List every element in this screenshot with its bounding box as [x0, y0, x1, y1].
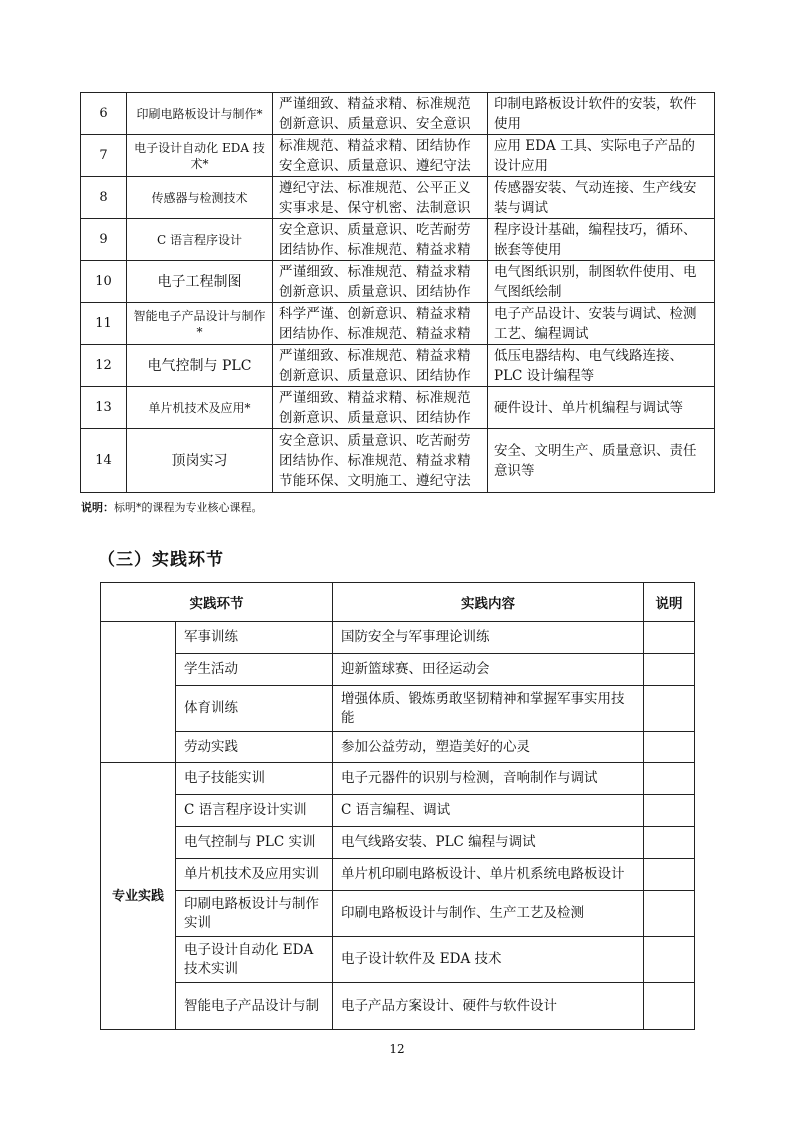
course-no: 12: [81, 345, 127, 387]
course-name: 传感器与检测技术: [127, 177, 273, 219]
course-goal: 标准规范、精益求精、团结协作安全意识、质量意识、遵纪守法: [273, 135, 488, 177]
course-goal: 严谨细致、标准规范、精益求精创新意识、质量意识、团结协作: [273, 345, 488, 387]
course-content: 安全、文明生产、质量意识、责任意识等: [488, 429, 715, 493]
practice-name: C 语言程序设计实训: [176, 795, 333, 827]
course-name: 单片机技术及应用*: [127, 387, 273, 429]
course-content: 电子产品设计、安装与调试、检测工艺、编程调试: [488, 303, 715, 345]
practice-content: C 语言编程、调试: [333, 795, 644, 827]
practice-content: 单片机印刷电路板设计、单片机系统电路板设计: [333, 859, 644, 891]
course-name: 印刷电路板设计与制作*: [127, 93, 273, 135]
course-content: 传感器安装、气动连接、生产线安装与调试: [488, 177, 715, 219]
course-goal: 科学严谨、创新意识、精益求精团结协作、标准规范、精益求精: [273, 303, 488, 345]
practice-content: 增强体质、锻炼勇敢坚韧精神和掌握军事实用技能: [333, 686, 644, 732]
course-content: 电气图纸识别，制图软件使用、电气图纸绘制: [488, 261, 715, 303]
practice-row: [101, 686, 695, 732]
course-row: [81, 261, 715, 303]
course-content: 程序设计基础，编程技巧，循环、嵌套等使用: [488, 219, 715, 261]
practice-content: 电气线路安装、PLC 编程与调试: [333, 827, 644, 859]
practice-content: 国防安全与军事理论训练: [333, 622, 644, 654]
practice-row: [101, 827, 695, 859]
course-row: [81, 219, 715, 261]
practice-row: [101, 983, 695, 1030]
practice-content: 电子设计软件及 EDA 技术: [333, 937, 644, 983]
course-no: 9: [81, 219, 127, 261]
practice-row: [101, 859, 695, 891]
practice-name: 单片机技术及应用实训: [176, 859, 333, 891]
course-no: 13: [81, 387, 127, 429]
header-content: 实践内容: [333, 583, 644, 622]
course-content: 低压电器结构、电气线路连接、PLC 设计编程等: [488, 345, 715, 387]
practice-row: [101, 795, 695, 827]
practice-table: [100, 582, 695, 1030]
practice-name: 体育训练: [176, 686, 333, 732]
section-heading: （三）实践环节: [98, 550, 224, 570]
course-name: 电子工程制图: [127, 261, 273, 303]
practice-remark: [644, 827, 695, 859]
practice-remark: [644, 983, 695, 1030]
footnote-label: 说明：: [81, 501, 114, 514]
course-content: 印制电路板设计软件的安装，软件使用: [488, 93, 715, 135]
course-row: [81, 177, 715, 219]
course-row: [81, 387, 715, 429]
course-no: 10: [81, 261, 127, 303]
practice-content: 电子产品方案设计、硬件与软件设计: [333, 983, 644, 1030]
practice-remark: [644, 622, 695, 654]
course-name: 电气控制与 PLC: [127, 345, 273, 387]
practice-remark: [644, 891, 695, 937]
practice-remark: [644, 795, 695, 827]
course-content: 应用 EDA 工具、实际电子产品的设计应用: [488, 135, 715, 177]
course-row: [81, 135, 715, 177]
course-goal: 安全意识、质量意识、吃苦耐劳团结协作、标准规范、精益求精节能环保、文明施工、遵纪守法: [273, 429, 488, 493]
course-row: [81, 345, 715, 387]
practice-name: 电气控制与 PLC 实训: [176, 827, 333, 859]
practice-content: 电子元器件的识别与检测，音响制作与调试: [333, 763, 644, 795]
course-table: [80, 92, 715, 493]
course-name: C 语言程序设计: [127, 219, 273, 261]
course-content: 硬件设计、单片机编程与调试等: [488, 387, 715, 429]
practice-category: [101, 622, 176, 763]
course-name: 电子设计自动化 EDA 技术*: [127, 135, 273, 177]
course-goal: 安全意识、质量意识、吃苦耐劳团结协作、标准规范、精益求精: [273, 219, 488, 261]
practice-name: 电子技能实训: [176, 763, 333, 795]
course-row: [81, 303, 715, 345]
practice-name: 印刷电路板设计与制作实训: [176, 891, 333, 937]
practice-name: 电子设计自动化 EDA 技术实训: [176, 937, 333, 983]
course-no: 8: [81, 177, 127, 219]
practice-remark: [644, 732, 695, 763]
course-no: 14: [81, 429, 127, 493]
practice-remark: [644, 654, 695, 686]
practice-remark: [644, 763, 695, 795]
course-goal: 严谨细致、精益求精、标准规范创新意识、质量意识、团结协作: [273, 387, 488, 429]
course-name: 智能电子产品设计与制作*: [127, 303, 273, 345]
practice-content: 迎新篮球赛、田径运动会: [333, 654, 644, 686]
practice-name: 军事训练: [176, 622, 333, 654]
page-number: 12: [389, 1042, 405, 1056]
practice-row: [101, 891, 695, 937]
practice-content: 印刷电路板设计与制作、生产工艺及检测: [333, 891, 644, 937]
course-name: 顶岗实习: [127, 429, 273, 493]
practice-row: [101, 622, 695, 654]
practice-content: 参加公益劳动，塑造美好的心灵: [333, 732, 644, 763]
practice-row: [101, 937, 695, 983]
practice-remark: [644, 937, 695, 983]
course-row: [81, 93, 715, 135]
practice-remark: [644, 859, 695, 891]
course-no: 7: [81, 135, 127, 177]
footnote: [81, 499, 263, 515]
practice-row: [101, 732, 695, 763]
course-goal: 严谨细致、精益求精、标准规范创新意识、质量意识、安全意识: [273, 93, 488, 135]
course-no: 11: [81, 303, 127, 345]
course-goal: 遵纪守法、标准规范、公平正义实事求是、保守机密、法制意识: [273, 177, 488, 219]
header-remark: 说明: [644, 583, 695, 622]
course-row: [81, 429, 715, 493]
practice-name: 劳动实践: [176, 732, 333, 763]
course-no: 6: [81, 93, 127, 135]
practice-name: 智能电子产品设计与制: [176, 983, 333, 1030]
practice-header-row: [101, 583, 695, 622]
practice-category: 专业实践: [101, 763, 176, 1030]
practice-remark: [644, 686, 695, 732]
header-link: 实践环节: [101, 583, 333, 622]
footnote-text: 标明*的课程为专业核心课程。: [114, 501, 263, 514]
practice-row: [101, 654, 695, 686]
course-goal: 严谨细致、标准规范、精益求精创新意识、质量意识、团结协作: [273, 261, 488, 303]
practice-row: [101, 763, 695, 795]
practice-name: 学生活动: [176, 654, 333, 686]
